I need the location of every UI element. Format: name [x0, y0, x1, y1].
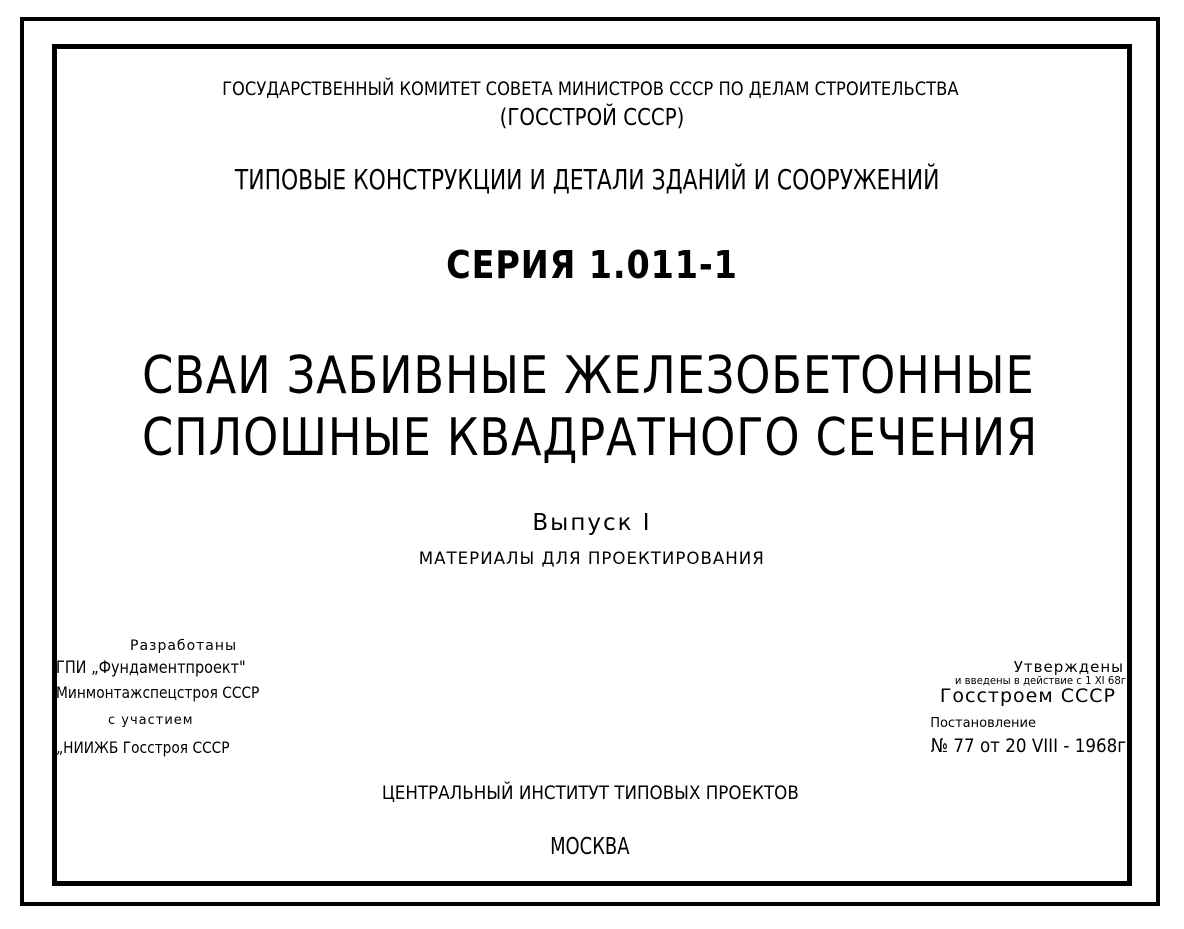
developer-heading: Разработаны [130, 638, 238, 654]
approval-authority: Госстроем СССР [939, 685, 1116, 707]
committee-abbreviation: (ГОССТРОЙ СССР) [499, 105, 685, 131]
developer-organization: ГПИ „Фундаментпроект" [56, 658, 246, 678]
collection-title: ТИПОВЫЕ КОНСТРУКЦИИ И ДЕТАЛИ ЗДАНИЙ И СООРУЖЕНИЙ [234, 163, 940, 196]
committee-name: ГОСУДАРСТВЕННЫЙ КОМИТЕТ СОВЕТА МИНИСТРОВ СССР ПО ДЕЛАМ СТРОИТЕЛЬСТВА [222, 78, 959, 100]
publisher-institute: ЦЕНТРАЛЬНЫЙ ИНСТИТУТ ТИПОВЫХ ПРОЕКТОВ [381, 782, 799, 804]
document-title-line-2: СПЛОШНЫЕ КВАДРАТНОГО СЕЧЕНИЯ [142, 408, 1039, 468]
developer-ministry: Минмонтажспецстроя СССР [56, 683, 260, 702]
approval-effective-date: и введены в действие с 1 XI 68г [954, 674, 1126, 687]
developer-participation-label: с участием [108, 713, 194, 728]
approval-heading: Утверждены [1013, 658, 1124, 676]
publication-city: МОСКВА [550, 834, 630, 860]
document-title-line-1: СВАИ ЗАБИВНЫЕ ЖЕЛЕЗОБЕТОННЫЕ [142, 346, 1035, 406]
developer-participant: „НИИЖБ Госстроя СССР [56, 738, 230, 757]
approval-decree-label: Постановление [930, 716, 1036, 731]
series-number: СЕРИЯ 1.011-1 [446, 243, 738, 287]
issue-label: Выпуск I [532, 510, 652, 536]
issue-subtitle: МАТЕРИАЛЫ ДЛЯ ПРОЕКТИРОВАНИЯ [418, 549, 765, 569]
approval-decree-number: № 77 от 20 VIII - 1968г [930, 735, 1126, 757]
